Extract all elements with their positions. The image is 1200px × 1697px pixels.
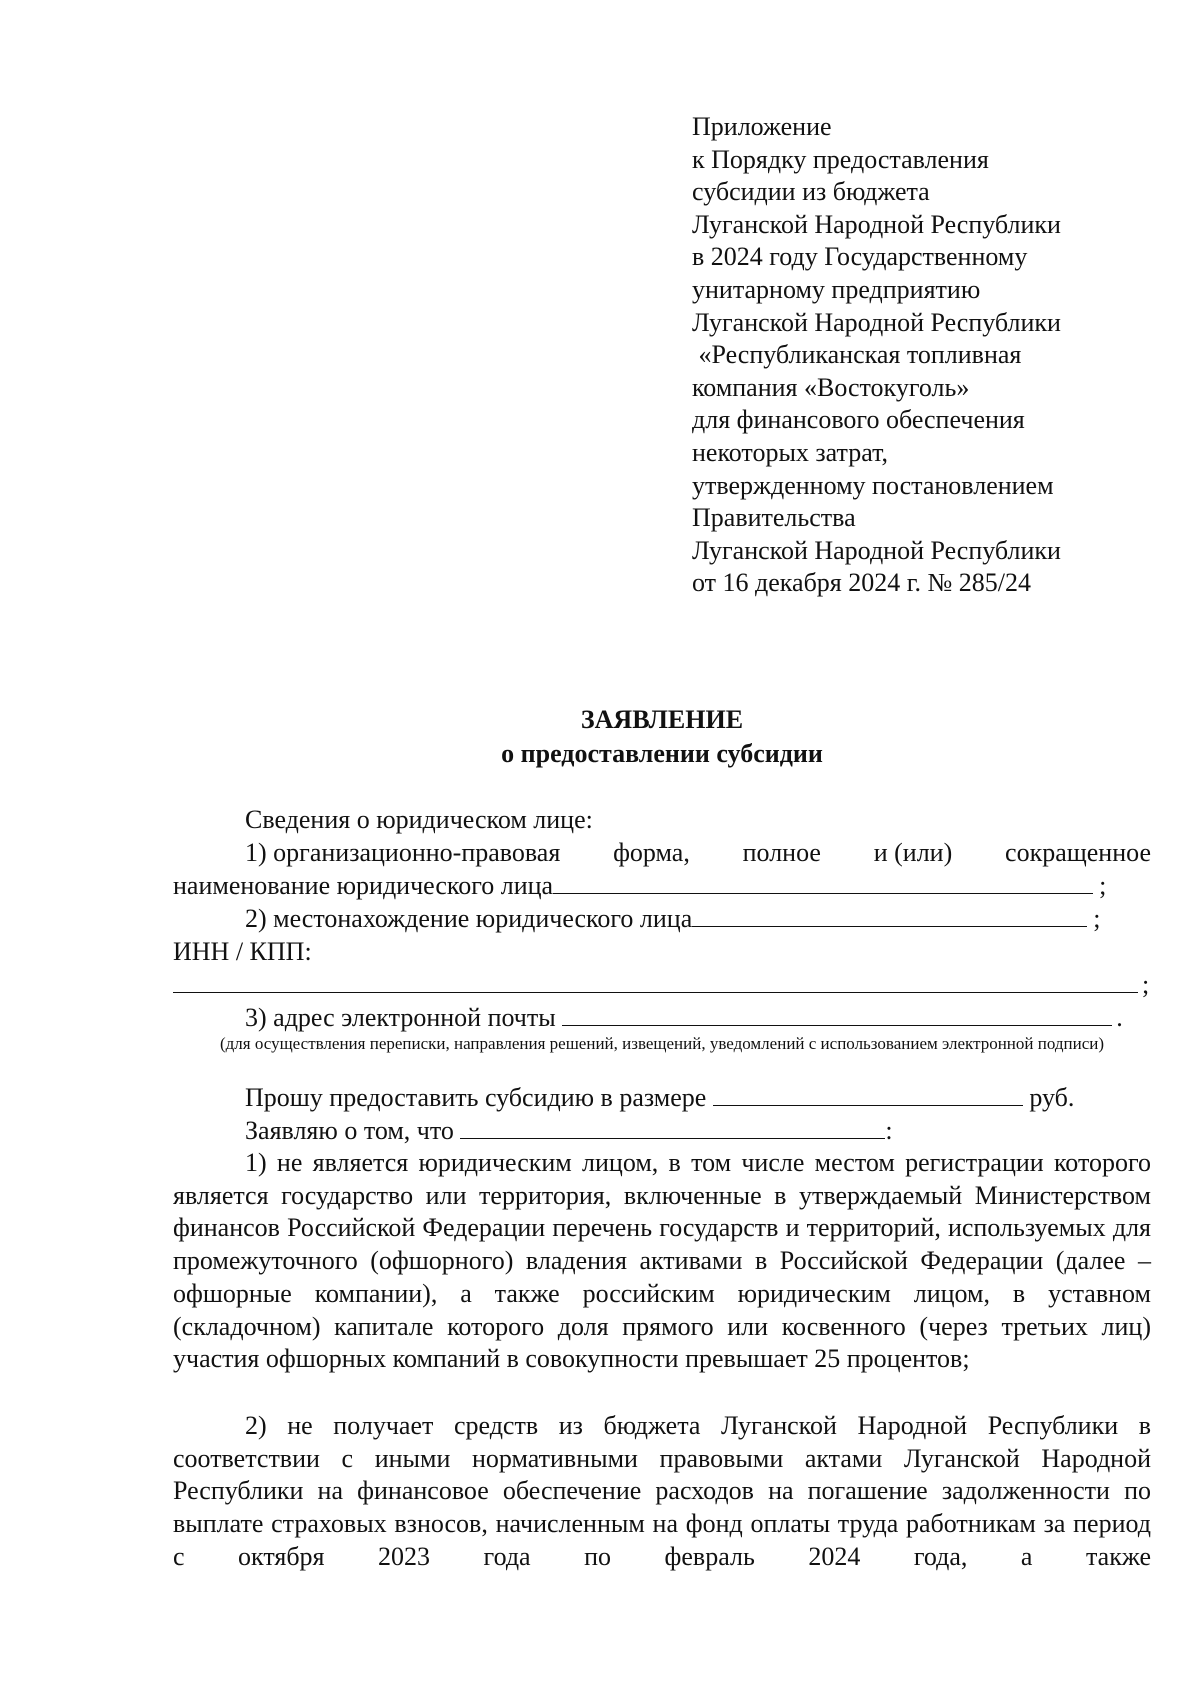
appendix-line: в 2024 году Государственному	[692, 242, 1028, 272]
item2-line	[173, 902, 1200, 935]
document-title: ЗАЯВЛЕНИЕ	[580, 705, 744, 734]
email-note: (для осуществления переписки, направления решений, извещений, уведомлений с использованием электронной подписи)	[219, 1034, 1105, 1053]
paragraph-1: 1) не является юридическим лицом, в том числе местом регистрации которого является государство или территория, включенные в утверждаемый Министерством финансов Российской Федерации перечень государств и территорий, используемых для промежуточного (офшорного) владения активами в Российской Федерации (далее – офшорные компании), а также российским юридическим лицом, в уставном (складочном) капитале которого доля прямого или косвенного (через третьих лиц) участия офшорных компаний в совокупности превышает 25 процентов;	[173, 1148, 1151, 1374]
item2-label: 2) местонахождение юридического лица	[245, 904, 693, 933]
subsidy-amount-field[interactable]	[713, 1081, 1023, 1106]
appendix-line: Луганской Народной Республики	[692, 307, 1061, 337]
appendix-line: для финансового обеспечения	[692, 405, 1025, 435]
appendix-line: Луганской Народной Республики	[692, 535, 1061, 565]
appendix-line: Приложение	[692, 112, 832, 141]
document-subtitle: о предоставлении субсидии	[501, 739, 823, 768]
request-label: Прошу предоставить субсидию в размере	[245, 1083, 707, 1112]
appendix-line: к Порядку предоставления	[692, 144, 989, 174]
item3-line	[173, 1001, 1200, 1034]
declare-label: Заявляю о том, что	[245, 1116, 454, 1145]
appendix-line: утвержденному постановлением	[692, 470, 1054, 500]
inn-kpp-label: ИНН / КПП:	[173, 937, 312, 966]
item1-word: 1) организационно-правовая	[245, 838, 561, 867]
punctuation: .	[1116, 1003, 1123, 1032]
item1-word: форма,	[613, 838, 690, 867]
punctuation: :	[885, 1116, 893, 1145]
appendix-line: субсидии из бюджета	[692, 177, 930, 207]
appendix-line: Луганской Народной Республики	[692, 209, 1061, 239]
info-heading: Сведения о юридическом лице:	[245, 805, 593, 834]
legal-name-field[interactable]	[553, 869, 1093, 894]
currency-label: руб.	[1029, 1083, 1075, 1112]
paragraph-2: 2) не получает средств из бюджета Луганской Народной Республики в соответствии с иными нормативными правовыми актами Луганской Народной Республики на финансовое обеспечение расходов на погашение задолженности по выплате страховых взносов, начисленным на фонд оплаты труда работникам за период с октября 2023 года по февраль 2024 года, а также	[173, 1411, 1151, 1571]
appendix-line: некоторых затрат,	[692, 437, 889, 467]
request-line	[173, 1081, 1200, 1114]
declarant-field[interactable]	[460, 1114, 885, 1139]
punctuation: ;	[1142, 970, 1150, 999]
declare-line	[173, 1114, 1200, 1147]
email-field[interactable]	[562, 1001, 1112, 1026]
inn-kpp-line	[173, 968, 1151, 1001]
appendix-line: от 16 декабря 2024 г. № 285/24	[692, 568, 1032, 598]
item1-line1	[173, 836, 1151, 869]
inn-kpp-field[interactable]	[173, 968, 1138, 993]
item1-label: наименование юридического лица	[173, 871, 554, 900]
item1-word: полное	[742, 838, 821, 867]
appendix-line: «Республиканская топливная	[692, 340, 1022, 370]
appendix-line: компания «Востокуголь»	[692, 372, 970, 402]
appendix-line: Правительства	[692, 503, 856, 533]
appendix-line: унитарному предприятию	[692, 274, 981, 304]
location-field[interactable]	[692, 902, 1087, 927]
item1-word: и (или)	[873, 838, 953, 867]
appendix-block	[692, 111, 1172, 600]
punctuation: ;	[1099, 871, 1107, 900]
item3-label: 3) адрес электронной почты	[245, 1003, 556, 1032]
item1-line2	[173, 869, 1151, 902]
item1-word: сокращенное	[1005, 838, 1151, 867]
punctuation: ;	[1093, 904, 1101, 933]
